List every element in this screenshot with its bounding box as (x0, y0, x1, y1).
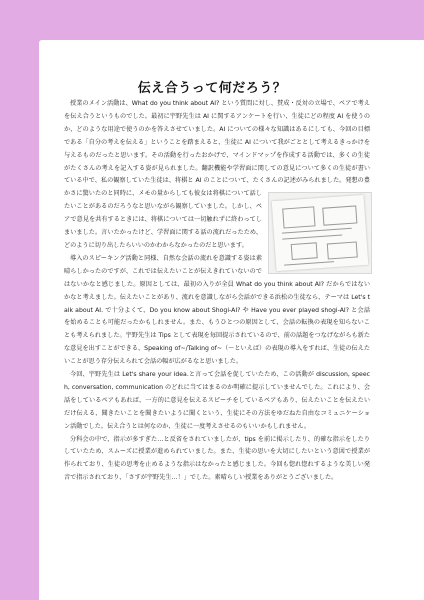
page-title: 伝え合うって何だろう？ (137, 80, 287, 96)
paragraph-1-text-b: 発想の豊かさに驚いたのと同時に、メモの量からしても彼女は将棋について話したいことがあるのだろうなと思いながら観察していました。しかし、ペアで意見を共有するときには、将棋については一切触れずに終わってしまいました。言いたかったけど、学習面に関する話の流れだったため、どのように切り出したらいいのかわからなかったのだと思います。 (64, 177, 370, 249)
paragraph-3: 今回、宇野先生は Let's share your idea.と言って会話を促していたため、この活動が discussion, speech, conversation, communication のどれに当てはまるのか明確に提示していませんでした。これにより、会話をしているペアもあれば、一方的に意見を伝えるスピーチをしているペアもあり、伝えたいことを伝えたいだけ伝える、聞きたいことを聞きたいように聞くという、生徒にその方法をゆだねた自由なコミュニケーション活動でした。伝え合うとは何なのか、生徒に一度考えさせるのもいいかもしれません。 (64, 371, 370, 430)
paragraph-2: 導入のスピーキング活動と同様、自然な会話の流れを意識する姿は素晴らしかったのですが、これでは伝えたいことが伝えきれていないのではないかなと感じました。原因としては、最初の入りが全員 What do you think about AI? だからではないかなと考えました。伝えたいことがあり、流れを意識しながら会話ができる浜松の生徒なら、テーマは Let's talk about AI. で十分よくて、Do you know about Shogi-AI? や Have you ever played shogi-AI? と会話を始めることも可能だったかもしれません。また、もうひとつの原因として、会話の転換の表現を知らないことも考えられました。宇野先生は Tips として表現を毎回提示されているので、前の話題をつなげながらも新たな意見を出すことができる、Speaking of~/Talking of~（～といえば）の表現の導入をすれば、生徒の伝えたいことが思う存分伝えられて会話の幅が広がるなと思いました。 (64, 254, 370, 366)
article-body (64, 98, 370, 485)
paragraph-1-text-a: 授業のメイン活動は、What do you think about AI? という質問に対し、賛成・反対の立場で、ペアで考えを伝え合うというものでした。最初に宇野先生は AI に関するアンケートを行い、生徒にどの程度 AI を使うのか、どのような用途で使うのかを答えさせていました。AI についての様々な知識はあるにしても、今回の目標である「自分の考えを伝える」ということを踏まえると、生徒に AI について我がごととして考えるきっかけを与えるものだったと思います。その活動を行ったおかげで、マインドマップを作成する活動では、多くの生徒がたくさんの考えを記入する姿が見られました。翻訳機能や学習面に関しての意見について多くの生徒が書いている中で、私の観察していた生徒は、将棋と AI のことについて、たくさんの記述がみられました。 (64, 100, 370, 185)
worksheet-photo (268, 192, 372, 274)
paragraph-1 (64, 98, 370, 253)
paragraph-4: 分科会の中で、指示が多すぎた…と反省をされていましたが、tips を前に掲示したり、的確な指示をしたりしていたため、スムーズに授業が進められていました。また、生徒の思いを大切にしたいという意図で授業が作られており、生徒の思考を止めるような指示はなかったと感じました。今回も惚れ惚れするような美しい発音で指示されており、「さすが宇野先生…！」でした。素晴らしい授業をありがとうございました。 (64, 435, 370, 482)
worksheet-paper (272, 195, 369, 271)
